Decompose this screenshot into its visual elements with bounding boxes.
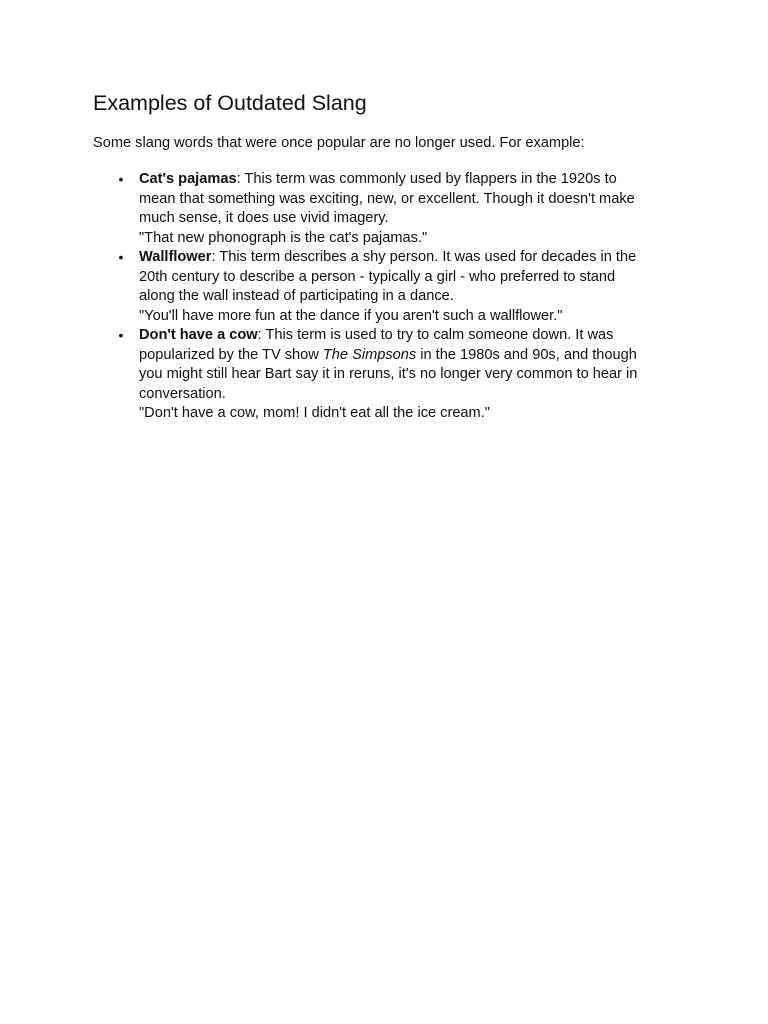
definition-text: conversation. (139, 385, 226, 402)
bullet-icon: • (118, 171, 124, 187)
definition-text: in the 1980s and 90s, and though (416, 346, 637, 363)
list-item-wallflower (93, 248, 683, 326)
example-quote: "Don't have a cow, mom! I didn't eat all the ice cream." (139, 405, 490, 421)
definition-text: : This term was commonly used by flappers in the 1920s to (236, 171, 617, 187)
item-line (139, 170, 683, 190)
intro-paragraph: Some slang words that were once popular are no longer used. For example: (93, 135, 585, 151)
definition-text: mean that something was exciting, new, or excellent. Though it doesn't make (139, 190, 635, 207)
slang-term: Wallflower (139, 249, 212, 265)
definition-text: : This term describes a shy person. It was used for decades in the (211, 249, 637, 265)
definition-text: : This term is used to try to calm someone down. It was (257, 327, 614, 343)
slang-term: Don't have a cow (139, 327, 258, 343)
slang-term: Cat's pajamas (139, 171, 237, 187)
show-title: The Simpsons (322, 346, 417, 363)
bullet-icon: • (118, 327, 124, 343)
page-title: Examples of Outdated Slang (93, 91, 367, 115)
item-line (139, 346, 683, 366)
definition-text: much sense, it does use vivid imagery. (139, 210, 389, 226)
list-item-cats-pajamas (93, 170, 683, 248)
definition-text: you might still hear Bart say it in reruns, it's no longer very common to hear in (139, 366, 638, 382)
slang-list (93, 170, 683, 424)
item-line (139, 248, 683, 268)
item-line (139, 326, 683, 346)
list-item-dont-have-a-cow (93, 326, 683, 424)
bullet-icon: • (118, 249, 124, 265)
definition-text: popularized by the TV show (139, 346, 323, 363)
example-quote: "That new phonograph is the cat's pajamas." (139, 229, 428, 246)
definition-text: along the wall instead of participating in a dance. (139, 288, 454, 304)
example-quote: "You'll have more fun at the dance if you aren't such a wallflower." (139, 307, 563, 324)
definition-text: 20th century to describe a person - typically a girl - who preferred to stand (139, 268, 616, 285)
